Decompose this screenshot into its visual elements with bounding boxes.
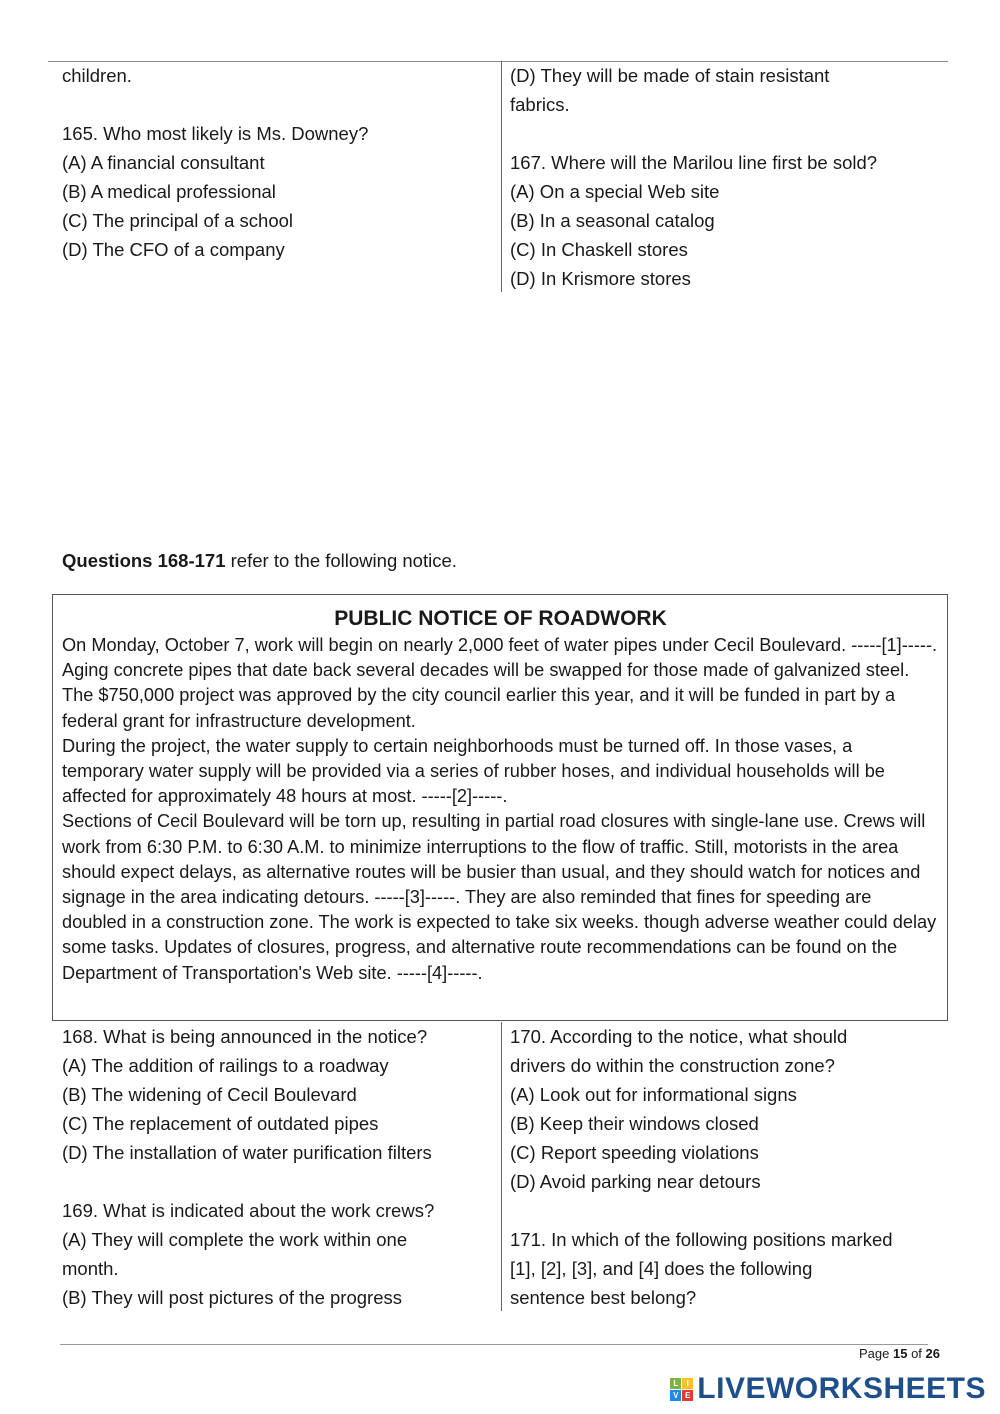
page-label: Page: [859, 1346, 893, 1361]
question-line: (C) The principal of a school: [62, 210, 294, 231]
question-line: (D) Avoid parking near detours: [510, 1171, 761, 1192]
current-page: 15: [892, 1346, 908, 1361]
question-line: 171. In which of the following positions marked: [510, 1229, 893, 1250]
logo-square: I: [682, 1378, 693, 1389]
question-line: children.: [62, 65, 132, 86]
question-line: (C) In Chaskell stores: [510, 239, 688, 260]
questions-intro: [62, 548, 457, 574]
intro-text: refer to the following notice.: [225, 550, 457, 571]
column-divider: [501, 61, 502, 292]
liveworksheets-logo: [670, 1372, 986, 1406]
question-line: (A) Look out for informational signs: [510, 1084, 797, 1105]
question-line: fabrics.: [510, 94, 570, 115]
question-line: (D) They will be made of stain resistant: [510, 65, 830, 86]
questions-170-171-column: [510, 1022, 893, 1312]
question-line: drivers do within the construction zone?: [510, 1055, 835, 1076]
page-number: [859, 1346, 940, 1361]
question-line: [1], [2], [3], and [4] does the following: [510, 1258, 813, 1279]
notice-title: PUBLIC NOTICE OF ROADWORK: [334, 607, 667, 630]
logo-square: E: [682, 1390, 693, 1401]
question-line: 169. What is indicated about the work crews?: [62, 1200, 435, 1221]
question-line: 167. Where will the Marilou line first be sold?: [510, 152, 878, 173]
question-line: (B) The widening of Cecil Boulevard: [62, 1084, 357, 1105]
logo-square: L: [670, 1378, 681, 1389]
question-line: 165. Who most likely is Ms. Downey?: [62, 123, 369, 144]
question-line: (A) A financial consultant: [62, 152, 265, 173]
question-line: (C) Report speeding violations: [510, 1142, 759, 1163]
total-pages: 26: [925, 1346, 940, 1361]
question-line: (B) They will post pictures of the progress: [62, 1287, 402, 1308]
question-line: (D) In Krismore stores: [510, 268, 691, 289]
question-line: (A) The addition of railings to a roadway: [62, 1055, 389, 1076]
blank-line: [62, 90, 368, 119]
footer-divider: [60, 1344, 928, 1345]
question-line: month.: [62, 1258, 119, 1279]
logo-text: LIVEWORKSHEETS: [697, 1372, 986, 1405]
questions-165-column: [62, 61, 368, 264]
questions-166-167-column: [510, 61, 877, 293]
question-line: (D) The installation of water purification filters: [62, 1142, 432, 1163]
notice-paragraph: During the project, the water supply to certain neighborhoods must be turned off. In those vases, a temporary water supply will be provided via a series of rubber hoses, and individual households will be affected for approximately 48 hours at most. -----[2]-----.: [62, 735, 885, 807]
question-line: 168. What is being announced in the notice?: [62, 1026, 428, 1047]
question-line: (B) A medical professional: [62, 181, 276, 202]
blank-line: [62, 1167, 434, 1196]
logo-icon: [670, 1378, 693, 1401]
question-line: 170. According to the notice, what should: [510, 1026, 848, 1047]
question-line: (B) Keep their windows closed: [510, 1113, 759, 1134]
blank-line: [510, 119, 877, 148]
question-line: (C) The replacement of outdated pipes: [62, 1113, 379, 1134]
questions-168-169-column: [62, 1022, 434, 1312]
notice-paragraph: Sections of Cecil Boulevard will be torn up, resulting in partial road closures with single-lane use. Crews will work from 6:30 P.M. to 6:30 A.M. to minimize interruptions to the flow of traffic. Still, motorists in the area should expect delays, as alternative routes will be busier than usual, and they should watch for notices and signage in the area indicating detours. -----[3]-----. They are also reminded that fines for speeding are doubled in a construction zone. The work is expected to take six weeks. though adverse weather could delay some tasks. Updates of closures, progress, and alternative route recommendations can be found on the Department of Transportation's Web site. -----[4]-----.: [62, 811, 937, 983]
column-divider: [501, 1022, 502, 1311]
question-line: (D) The CFO of a company: [62, 239, 285, 260]
question-line: (A) They will complete the work within one: [62, 1229, 408, 1250]
notice-paragraph: On Monday, October 7, work will begin on nearly 2,000 feet of water pipes under Cecil Boulevard. -----[1]-----. Aging concrete pipes that date back several decades will be swapped for those made of galvanized steel. The $750,000 project was approved by the city council earlier this year, and it will be funded in part by a federal grant for infrastructure development.: [62, 635, 938, 731]
questions-range: Questions 168-171: [62, 550, 226, 571]
page-of: of: [907, 1346, 926, 1361]
blank-line: [510, 1196, 893, 1225]
notice-box: [52, 594, 948, 1021]
question-line: sentence best belong?: [510, 1287, 697, 1308]
question-line: (B) In a seasonal catalog: [510, 210, 715, 231]
question-line: (A) On a special Web site: [510, 181, 720, 202]
logo-square: V: [670, 1390, 681, 1401]
